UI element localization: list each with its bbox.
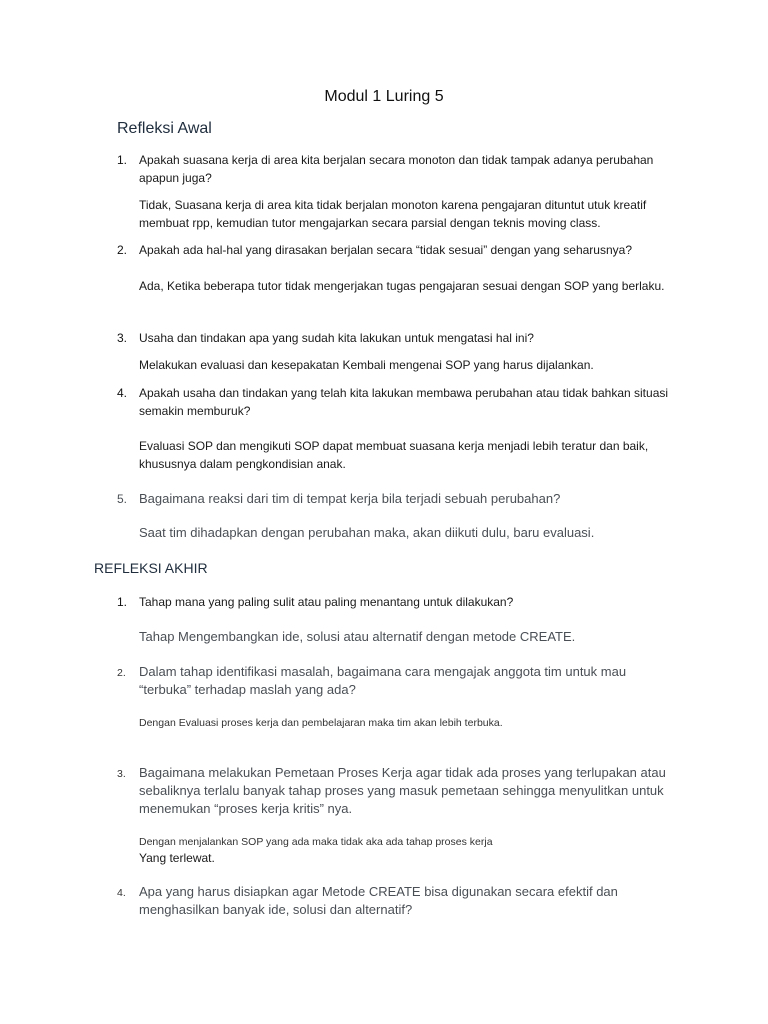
answer-text: Melakukan evaluasi dan kesepakatan Kembali mengenai SOP yang harus dijalankan. [139,358,594,372]
answer-text: Dengan Evaluasi proses kerja dan pembelajaran maka tim akan lebih terbuka. [139,717,503,729]
answer-text: Ada, Ketika beberapa tutor tidak mengerjakan tugas pengajaran sesuai dengan SOP yang berlaku. [139,279,665,293]
list-number: 2. [117,243,128,257]
section-heading-refleksi-awal: Refleksi Awal [117,120,212,137]
question-text: Bagaimana reaksi dari tim di tempat kerja bila terjadi sebuah perubahan? [139,491,561,506]
question-text: Dalam tahap identifikasi masalah, bagaimana cara mengajak anggota tim untuk mau “terbuka” terhadap maslah yang ada? [139,664,627,697]
answer-text-continued: Yang terlewat. [139,851,215,865]
question-text: Tahap mana yang paling sulit atau paling menantang untuk dilakukan? [139,595,514,609]
list-number: 1. [117,153,128,167]
answer-text: Dengan menjalankan SOP yang ada maka tidak aka ada tahap proses kerja [139,836,493,848]
list-number: 4. [117,887,126,899]
question-text: Apakah usaha dan tindakan yang telah kita lakukan membawa perubahan atau tidak bahkan situasi semakin memburuk? [139,386,669,418]
list-number: 1. [117,595,128,609]
page-title: Modul 1 Luring 5 [324,88,444,105]
answer-text: Evaluasi SOP dan mengikuti SOP dapat membuat suasana kerja menjadi lebih teratur dan baik, khususnya dalam pengkondisian anak. [139,439,649,471]
section-heading-refleksi-akhir: REFLEKSI AKHIR [94,560,208,576]
answer-text: Tahap Mengembangkan ide, solusi atau alternatif dengan metode CREATE. [139,629,576,644]
list-number: 4. [117,386,128,400]
answer-text: Tidak, Suasana kerja di area kita tidak berjalan monoton karena pengajaran dituntut utuk kreatif membuat rpp, kemudian tutor mengajarkan secara parsial dengan teknis moving class. [139,198,647,230]
list-number: 2. [117,667,126,679]
question-text: Apakah ada hal-hal yang dirasakan berjalan secara “tidak sesuai” dengan yang seharusnya? [139,243,632,257]
question-text: Bagaimana melakukan Pemetaan Proses Kerja agar tidak ada proses yang terlupakan atau sebaliknya terlalu banyak tahap proses yang masuk pemetaan sehingga menyulitkan untuk menemukan “proses kerja kritis” nya. [139,765,666,816]
question-text: Apakah suasana kerja di area kita berjalan secara monoton dan tidak tampak adanya perubahan apapun juga? [139,153,654,185]
list-number: 3. [117,331,128,345]
list-number: 3. [117,768,126,780]
question-text: Usaha dan tindakan apa yang sudah kita lakukan untuk mengatasi hal ini? [139,331,534,345]
question-text: Apa yang harus disiapkan agar Metode CREATE bisa digunakan secara efektif dan menghasilkan banyak ide, solusi dan alternatif? [139,884,618,917]
list-number: 5. [117,492,128,506]
answer-text: Saat tim dihadapkan dengan perubahan maka, akan diikuti dulu, baru evaluasi. [139,525,595,540]
